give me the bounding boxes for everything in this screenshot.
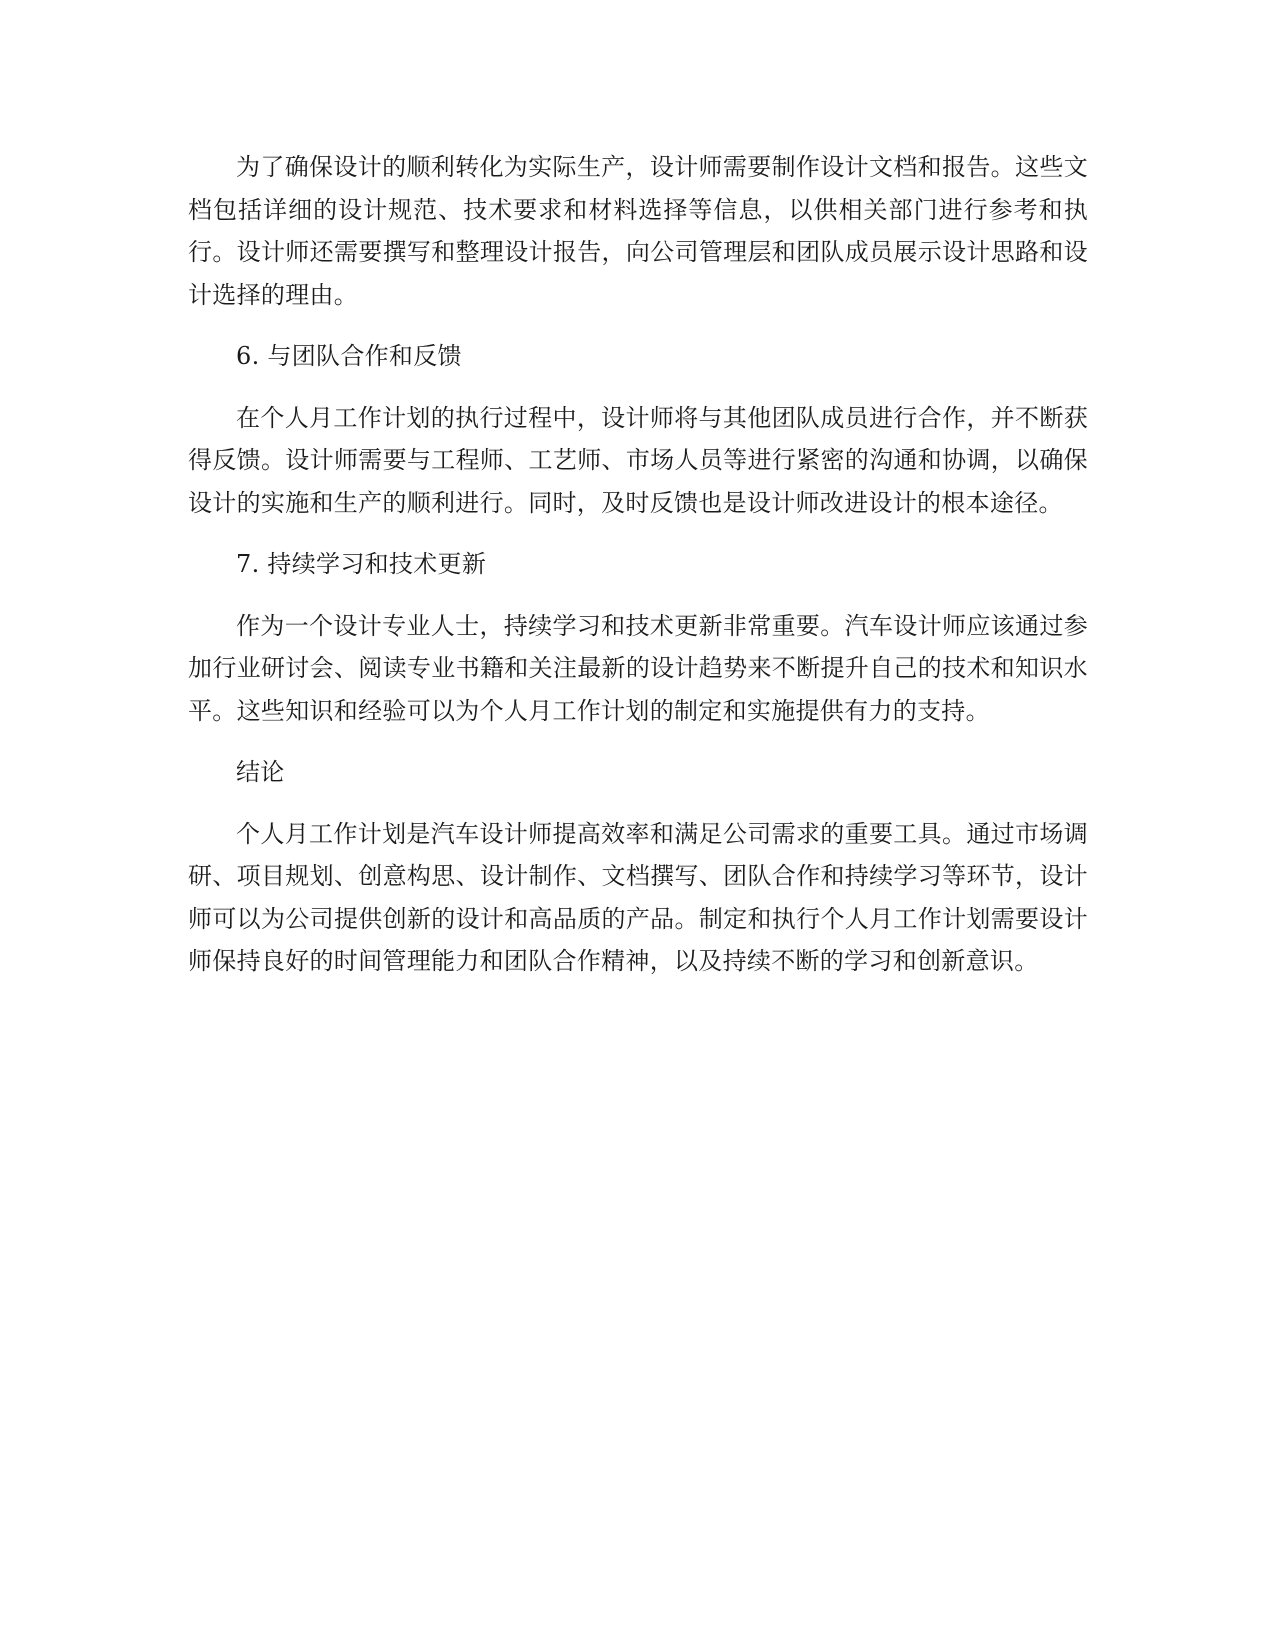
document-body: [188, 146, 1088, 1002]
section-heading-continuous-learning: 7. 持续学习和技术更新: [236, 550, 487, 578]
paragraph-continuous-learning: 作为一个设计专业人士，持续学习和技术更新非常重要。汽车设计师应该通过参加行业研讨会、阅读专业书籍和关注最新的设计趋势来不断提升自己的技术和知识水平。这些知识和经验可以为个人月工作计划的制定和实施提供有力的支持。: [188, 611, 1088, 725]
paragraph-design-documents: 为了确保设计的顺利转化为实际生产，设计师需要制作设计文档和报告。这些文档包括详细的设计规范、技术要求和材料选择等信息，以供相关部门进行参考和执行。设计师还需要撰写和整理设计报告，向公司管理层和团队成员展示设计思路和设计选择的理由。: [188, 153, 1088, 309]
paragraph-conclusion: 个人月工作计划是汽车设计师提高效率和满足公司需求的重要工具。通过市场调研、项目规划、创意构思、设计制作、文档撰写、团队合作和持续学习等环节，设计师可以为公司提供创新的设计和高品质的产品。制定和执行个人月工作计划需要设计师保持良好的时间管理能力和团队合作精神，以及持续不断的学习和创新意识。: [188, 819, 1088, 975]
paragraph-team-collaboration: 在个人月工作计划的执行过程中，设计师将与其他团队成员进行合作，并不断获得反馈。设计师需要与工程师、工艺师、市场人员等进行紧密的沟通和协调，以确保设计的实施和生产的顺利进行。同时，及时反馈也是设计师改进设计的根本途径。: [188, 403, 1088, 517]
section-heading-conclusion: 结论: [236, 758, 285, 786]
section-heading-team-collaboration: 6. 与团队合作和反馈: [236, 342, 462, 370]
